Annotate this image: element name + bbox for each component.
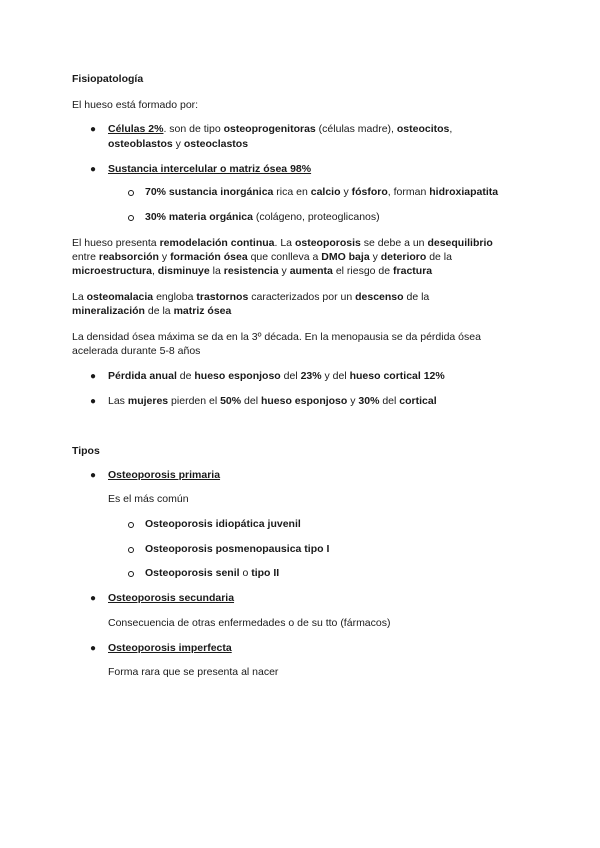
hollow-bullet-icon	[128, 190, 134, 196]
bullet-icon: ●	[90, 164, 97, 175]
paragraph-densidad-line1: La densidad ósea máxima se da en la 3º década. En la menopausia se da pérdida ósea	[72, 331, 481, 343]
bullet-icon: ●	[90, 124, 97, 135]
paragraph-densidad-line2: acelerada durante 5-8 años	[72, 345, 201, 357]
paragraph-remodelacion-line3: microestructura, disminuye la resistencia y aumenta el riesgo de fractura	[72, 265, 433, 277]
sublist-item-idiopatica: Osteoporosis idiopática juvenil	[145, 518, 301, 530]
bullet-icon: ●	[90, 396, 97, 407]
sublist-item-posmenopausica: Osteoporosis posmenopausica tipo I	[145, 543, 330, 555]
list-item-celulas: Células 2%. son de tipo osteoprogenitoras (células madre), osteocitos,	[108, 123, 453, 135]
list-item-secundaria: Osteoporosis secundaria	[108, 592, 235, 604]
bullet-icon: ●	[90, 371, 97, 382]
list-item-imperfecta: Osteoporosis imperfecta	[108, 642, 232, 654]
hollow-bullet-icon	[128, 547, 134, 553]
paragraph-osteomalacia-line1: La osteomalacia engloba trastornos caracterizados por un descenso de la	[72, 291, 430, 303]
sublist-item-inorganica: 70% sustancia inorgánica rica en calcio y fósforo, forman hidroxiapatita	[145, 186, 499, 198]
paragraph-osteomalacia-line2: mineralización de la matriz ósea	[72, 305, 232, 317]
sublist-item-organica: 30% materia orgánica (colágeno, proteoglicanos)	[145, 211, 380, 223]
section-heading-tipos: Tipos	[72, 445, 100, 457]
secundaria-description: Consecuencia de otras enfermedades o de su tto (fármacos)	[108, 617, 391, 629]
paragraph-remodelacion-line2: entre reabsorción y formación ósea que conlleva a DMO baja y deterioro de la	[72, 251, 452, 263]
sublist-item-senil: Osteoporosis senil o tipo II	[145, 567, 280, 579]
imperfecta-description: Forma rara que se presenta al nacer	[108, 666, 279, 678]
bullet-icon: ●	[90, 643, 97, 654]
list-item-mujeres: Las mujeres pierden el 50% del hueso esponjoso y 30% del cortical	[108, 395, 437, 407]
list-item-primaria: Osteoporosis primaria	[108, 469, 221, 481]
bullet-icon: ●	[90, 593, 97, 604]
hollow-bullet-icon	[128, 571, 134, 577]
paragraph-remodelacion-line1: El hueso presenta remodelación continua. La osteoporosis se debe a un desequilibrio	[72, 237, 493, 249]
primaria-description: Es el más común	[108, 493, 189, 505]
hollow-bullet-icon	[128, 215, 134, 221]
hollow-bullet-icon	[128, 522, 134, 528]
section-heading-fisiopatologia: Fisiopatología	[72, 73, 144, 85]
bullet-icon: ●	[90, 470, 97, 481]
list-item-perdida-anual: Pérdida anual de hueso esponjoso del 23% y del hueso cortical 12%	[108, 370, 445, 382]
intro-paragraph: El hueso está formado por:	[72, 99, 199, 111]
list-item-celulas-cont: osteoblastos y osteoclastos	[108, 138, 249, 150]
list-item-sustancia: Sustancia intercelular o matriz ósea 98%	[108, 163, 312, 175]
